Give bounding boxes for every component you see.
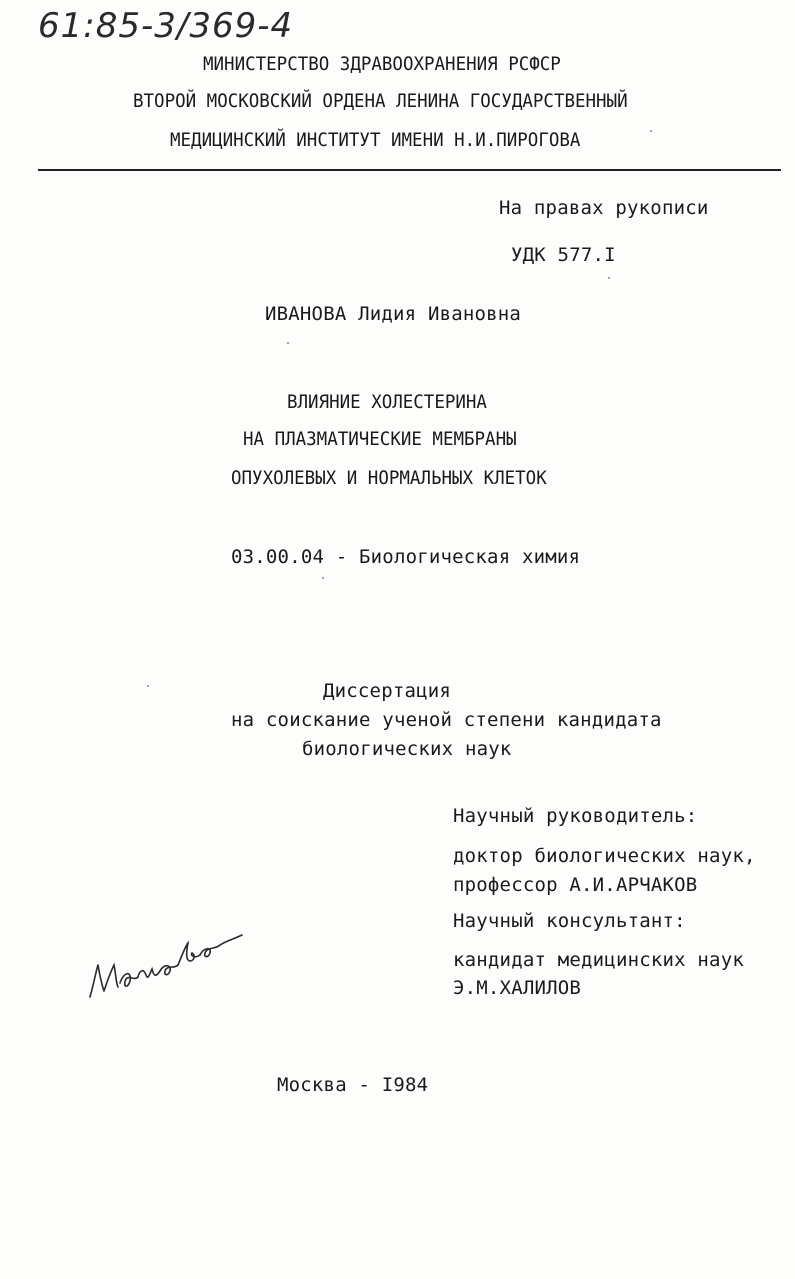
udk-code: УДК 577.I bbox=[511, 244, 616, 266]
institute-line-2: МЕДИЦИНСКИЙ ИНСТИТУТ ИМЕНИ Н.И.ПИРОГОВА bbox=[170, 129, 581, 151]
degree-line-2: на соискание ученой степени кандидата bbox=[231, 709, 662, 731]
ministry-line: МИНИСТЕРСТВО ЗДРАВООХРАНЕНИЯ РСФСР bbox=[203, 53, 561, 75]
thesis-title-line-1: ВЛИЯНИЕ ХОЛЕСТЕРИНА bbox=[287, 391, 487, 413]
author-name: ИВАНОВА Лидия Ивановна bbox=[265, 303, 522, 325]
header-divider bbox=[38, 169, 781, 171]
scan-speck bbox=[147, 685, 149, 687]
degree-line-1: Диссертация bbox=[323, 680, 452, 702]
city-year: Москва - I984 bbox=[277, 1074, 429, 1096]
consultant-degree: кандидат медицинских наук bbox=[453, 949, 744, 971]
supervisor-degree: доктор биологических наук, bbox=[453, 845, 756, 867]
supervisor-label: Научный руководитель: bbox=[453, 805, 698, 827]
thesis-title-line-2: НА ПЛАЗМАТИЧЕСКИЕ МЕМБРАНЫ bbox=[243, 428, 517, 450]
degree-line-3: биологических наук bbox=[302, 738, 512, 760]
supervisor-name: профессор А.И.АРЧАКОВ bbox=[453, 874, 698, 896]
thesis-title-line-3: ОПУХОЛЕВЫХ И НОРМАЛЬНЫХ КЛЕТОК bbox=[231, 467, 547, 489]
manuscript-rights: На правах рукописи bbox=[499, 197, 709, 219]
consultant-name: Э.М.ХАЛИЛОВ bbox=[453, 977, 582, 999]
institute-line-1: ВТОРОЙ МОСКОВСКИЙ ОРДЕНА ЛЕНИНА ГОСУДАРСТВЕННЫЙ bbox=[133, 90, 628, 112]
scan-speck bbox=[608, 277, 610, 279]
scan-speck bbox=[287, 342, 289, 344]
consultant-label: Научный консультант: bbox=[453, 910, 686, 932]
scan-speck bbox=[650, 130, 652, 132]
archive-number: 61:85-3/369-4 bbox=[38, 6, 294, 46]
author-signature bbox=[86, 925, 246, 1005]
specialty-code: 03.00.04 - Биологическая химия bbox=[231, 546, 581, 568]
scan-speck bbox=[322, 577, 324, 579]
